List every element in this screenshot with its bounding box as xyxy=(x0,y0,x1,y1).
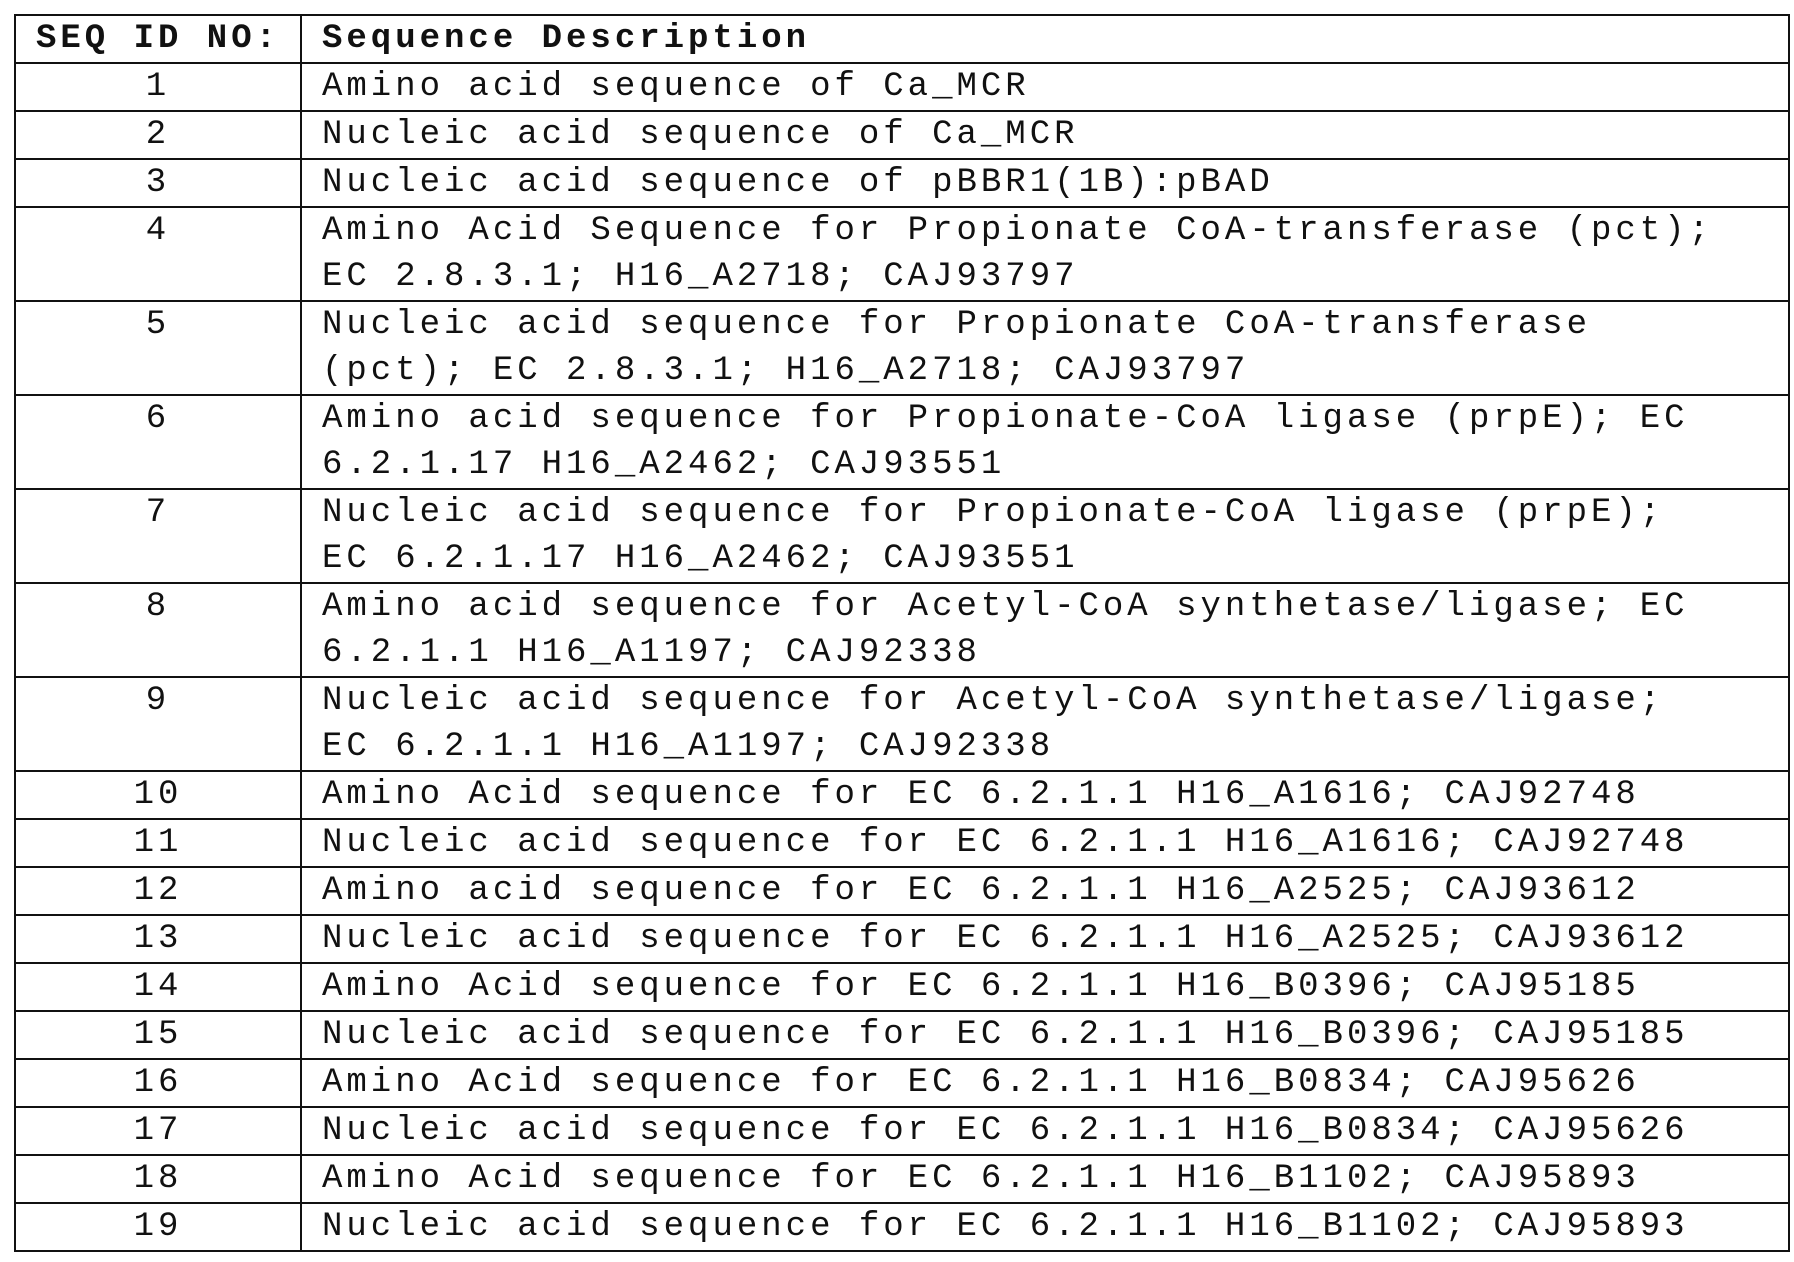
table-row xyxy=(15,1011,1789,1059)
description-cell: Amino acid sequence for EC 6.2.1.1 H16_A2525; CAJ93612 xyxy=(301,867,1789,915)
table-header-row xyxy=(15,15,1789,63)
seq-id-cell: 3 xyxy=(15,159,301,207)
description-cell: Nucleic acid sequence for EC 6.2.1.1 H16_B1102; CAJ95893 xyxy=(301,1203,1789,1251)
seq-id-cell: 19 xyxy=(15,1203,301,1251)
seq-id-cell: 16 xyxy=(15,1059,301,1107)
description-cell: Nucleic acid sequence for Acetyl-CoA synthetase/ligase; EC 6.2.1.1 H16_A1197; CAJ92338 xyxy=(301,677,1789,771)
description-cell: Nucleic acid sequence of pBBR1(1B):pBAD xyxy=(301,159,1789,207)
seq-id-cell: 5 xyxy=(15,301,301,395)
seq-id-cell: 18 xyxy=(15,1155,301,1203)
table-row xyxy=(15,489,1789,583)
seq-id-cell: 11 xyxy=(15,819,301,867)
table-row xyxy=(15,1155,1789,1203)
table-row xyxy=(15,111,1789,159)
description-cell: Nucleic acid sequence for EC 6.2.1.1 H16_A2525; CAJ93612 xyxy=(301,915,1789,963)
description-cell: Nucleic acid sequence for EC 6.2.1.1 H16_B0396; CAJ95185 xyxy=(301,1011,1789,1059)
header-description: Sequence Description xyxy=(301,15,1789,63)
seq-id-cell: 12 xyxy=(15,867,301,915)
table-row xyxy=(15,867,1789,915)
table-row xyxy=(15,583,1789,677)
seq-id-cell: 7 xyxy=(15,489,301,583)
seq-id-cell: 8 xyxy=(15,583,301,677)
seq-id-cell: 9 xyxy=(15,677,301,771)
seq-id-cell: 15 xyxy=(15,1011,301,1059)
seq-id-cell: 1 xyxy=(15,63,301,111)
seq-id-cell: 13 xyxy=(15,915,301,963)
description-cell: Nucleic acid sequence for EC 6.2.1.1 H16_A1616; CAJ92748 xyxy=(301,819,1789,867)
table-row xyxy=(15,395,1789,489)
description-cell: Nucleic acid sequence for EC 6.2.1.1 H16_B0834; CAJ95626 xyxy=(301,1107,1789,1155)
description-cell: Nucleic acid sequence for Propionate CoA-transferase (pct); EC 2.8.3.1; H16_A2718; CAJ93797 xyxy=(301,301,1789,395)
table-row xyxy=(15,819,1789,867)
table-row xyxy=(15,915,1789,963)
header-seq-id: SEQ ID NO: xyxy=(15,15,301,63)
description-cell: Amino Acid sequence for EC 6.2.1.1 H16_B0396; CAJ95185 xyxy=(301,963,1789,1011)
table-row xyxy=(15,159,1789,207)
description-cell: Amino Acid sequence for EC 6.2.1.1 H16_B0834; CAJ95626 xyxy=(301,1059,1789,1107)
table-row xyxy=(15,207,1789,301)
table-row xyxy=(15,1059,1789,1107)
seq-id-cell: 10 xyxy=(15,771,301,819)
sequence-table xyxy=(14,14,1790,1252)
description-cell: Amino acid sequence of Ca_MCR xyxy=(301,63,1789,111)
description-cell: Nucleic acid sequence for Propionate-CoA ligase (prpE); EC 6.2.1.17 H16_A2462; CAJ93551 xyxy=(301,489,1789,583)
description-cell: Nucleic acid sequence of Ca_MCR xyxy=(301,111,1789,159)
description-cell: Amino Acid Sequence for Propionate CoA-transferase (pct); EC 2.8.3.1; H16_A2718; CAJ93797 xyxy=(301,207,1789,301)
table-row xyxy=(15,1107,1789,1155)
seq-id-cell: 6 xyxy=(15,395,301,489)
seq-id-cell: 2 xyxy=(15,111,301,159)
seq-id-cell: 14 xyxy=(15,963,301,1011)
table-row xyxy=(15,1203,1789,1251)
description-cell: Amino acid sequence for Acetyl-CoA synthetase/ligase; EC 6.2.1.1 H16_A1197; CAJ92338 xyxy=(301,583,1789,677)
description-cell: Amino Acid sequence for EC 6.2.1.1 H16_B1102; CAJ95893 xyxy=(301,1155,1789,1203)
seq-id-cell: 17 xyxy=(15,1107,301,1155)
table-row xyxy=(15,63,1789,111)
table-row xyxy=(15,301,1789,395)
description-cell: Amino Acid sequence for EC 6.2.1.1 H16_A1616; CAJ92748 xyxy=(301,771,1789,819)
table-row xyxy=(15,677,1789,771)
description-cell: Amino acid sequence for Propionate-CoA ligase (prpE); EC 6.2.1.17 H16_A2462; CAJ93551 xyxy=(301,395,1789,489)
table-row xyxy=(15,771,1789,819)
table-row xyxy=(15,963,1789,1011)
seq-id-cell: 4 xyxy=(15,207,301,301)
